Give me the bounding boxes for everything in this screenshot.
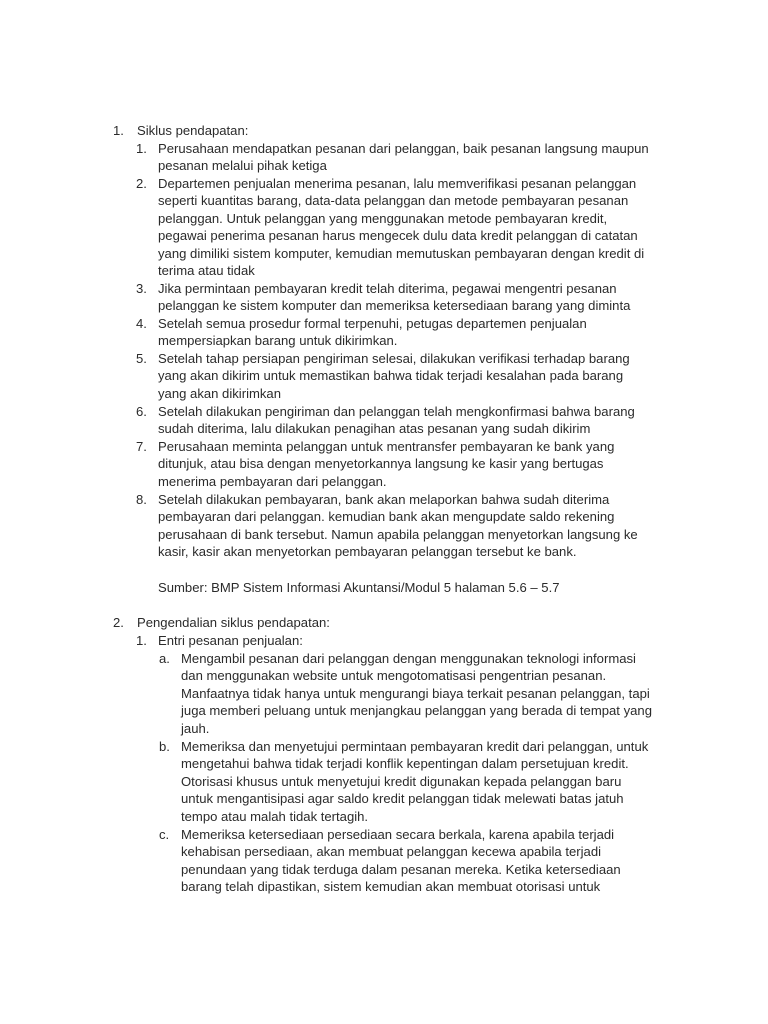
list-item-line: Manfaatnya tidak hanya untuk mengurangi biaya terkait pesanan pelanggan, tapi xyxy=(181,686,650,701)
list-item-line: juga memberi peluang untuk menjangkau pelanggan yang berada di tempat yang xyxy=(181,703,652,718)
list-item-line: Setelah dilakukan pengiriman dan pelanggan telah mengkonfirmasi bahwa barang xyxy=(158,404,635,419)
list-item-line: pembayaran dari pelanggan. kemudian bank akan mengupdate saldo rekening xyxy=(158,509,615,524)
source-citation: Sumber: BMP Sistem Informasi Akuntansi/Modul 5 halaman 5.6 – 5.7 xyxy=(158,580,560,595)
list-item-line: pegawai penerima pesanan harus mengecek dulu data kredit pelanggan di catatan xyxy=(158,228,638,243)
list-item-line: Setelah dilakukan pembayaran, bank akan melaporkan bahwa sudah diterima xyxy=(158,492,610,507)
list-item-line: dan menggunakan website untuk mengotomatisasi pengentrian pesanan. xyxy=(181,668,607,683)
list-item-number: 3. xyxy=(136,281,147,296)
list-item-line: terima atau tidak xyxy=(158,263,255,278)
section-2-number: 2. xyxy=(113,615,124,630)
list-item-line: tempo atau malah tidak tertagih. xyxy=(181,809,369,824)
list-item-number: 5. xyxy=(136,351,147,366)
list-item-line: Memeriksa dan menyetujui permintaan pembayaran kredit dari pelanggan, untuk xyxy=(181,739,649,754)
section-1-title: Siklus pendapatan: xyxy=(137,123,249,138)
list-item-line: sudah diterima, lalu dilakukan penagihan atas pesanan yang sudah dikirim xyxy=(158,421,591,436)
section-2-title: Pengendalian siklus pendapatan: xyxy=(137,615,330,630)
list-item-line: pesanan melalui pihak ketiga xyxy=(158,158,327,173)
list-item-line: seperti kuantitas barang, data-data pelanggan dan metode pembayaran pesanan xyxy=(158,193,629,208)
list-item-line: kasir, kasir akan menyetorkan pembayaran pelanggan tersebut ke bank. xyxy=(158,544,577,559)
list-item-line: yang akan dikirim untuk memastikan bahwa tidak terjadi kesalahan pada barang xyxy=(158,368,624,383)
list-item-line: penundaan yang tidak terduga dalam pesanan mereka. Ketika ketersediaan xyxy=(181,862,621,877)
list-item-line: mempersiapkan barang untuk dikirimkan. xyxy=(158,333,398,348)
list-item-line: Setelah tahap persiapan pengiriman selesai, dilakukan verifikasi terhadap barang xyxy=(158,351,630,366)
list-item-line: pelanggan. Untuk pelanggan yang menggunakan metode pembayaran kredit, xyxy=(158,211,608,226)
list-item-line: Perusahaan mendapatkan pesanan dari pelanggan, baik pesanan langsung maupun xyxy=(158,141,649,156)
list-item-line: Departemen penjualan menerima pesanan, lalu memverifikasi pesanan pelanggan xyxy=(158,176,637,191)
list-item-letter: c. xyxy=(159,827,170,842)
list-item-line: yang akan dikirimkan xyxy=(158,386,281,401)
list-item-line: Memeriksa ketersediaan persediaan secara berkala, karena apabila terjadi xyxy=(181,827,615,842)
list-item-line: Otorisasi khusus untuk menyetujui kredit digunakan kepada pelanggan baru xyxy=(181,774,622,789)
list-item-line: Perusahaan meminta pelanggan untuk mentransfer pembayaran ke bank yang xyxy=(158,439,615,454)
list-item-number: 4. xyxy=(136,316,147,331)
subsection-title: Entri pesanan penjualan: xyxy=(158,633,303,648)
list-item-line: mengetahui bahwa tidak terjadi konflik kepentingan dalam persetujuan kredit. xyxy=(181,756,629,771)
list-item-line: Setelah semua prosedur formal terpenuhi, petugas departemen penjualan xyxy=(158,316,587,331)
subsection-number: 1. xyxy=(136,633,147,648)
list-item-number: 8. xyxy=(136,492,147,507)
section-1-number: 1. xyxy=(113,123,124,138)
list-item-number: 7. xyxy=(136,439,147,454)
list-item-line: jauh. xyxy=(181,721,210,736)
list-item-line: menerima pembayaran dari pelanggan. xyxy=(158,474,387,489)
list-item-number: 2. xyxy=(136,176,147,191)
list-item-line: kehabisan persediaan, akan membuat pelanggan kecewa apabila terjadi xyxy=(181,844,602,859)
list-item-line: untuk mengantisipasi agar saldo kredit pelanggan tidak melewati batas jatuh xyxy=(181,791,624,806)
list-item-number: 1. xyxy=(136,141,147,156)
list-item-line: pelanggan ke sistem komputer dan memeriksa ketersediaan barang yang diminta xyxy=(158,298,631,313)
list-item-line: yang dimiliki sistem komputer, kemudian memutuskan pembayaran dengan kredit di xyxy=(158,246,645,261)
list-item-line: barang telah dipastikan, sistem kemudian akan membuat otorisasi untuk xyxy=(181,879,601,894)
list-item-letter: a. xyxy=(159,651,170,666)
list-item-line: Mengambil pesanan dari pelanggan dengan menggunakan teknologi informasi xyxy=(181,651,636,666)
list-item-line: ditunjuk, atau bisa dengan menyetorkannya langsung ke kasir yang bertugas xyxy=(158,456,604,471)
list-item-number: 6. xyxy=(136,404,147,419)
list-item-line: Jika permintaan pembayaran kredit telah diterima, pegawai mengentri pesanan xyxy=(158,281,617,296)
list-item-line: perusahaan di bank tersebut. Namun apabila pelanggan menyetorkan langsung ke xyxy=(158,527,638,542)
list-item-letter: b. xyxy=(159,739,170,754)
